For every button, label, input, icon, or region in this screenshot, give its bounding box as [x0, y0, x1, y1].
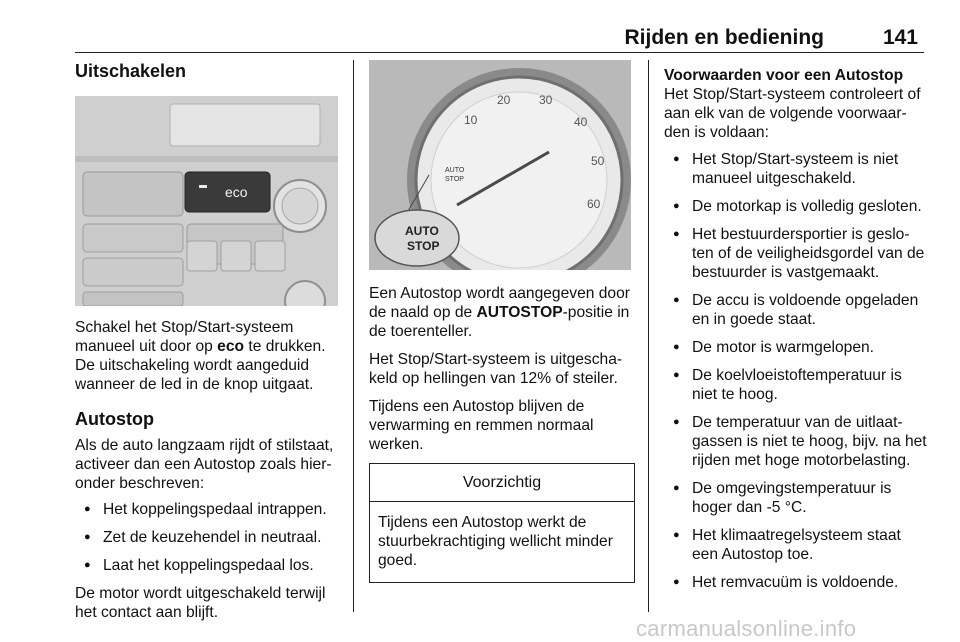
warning-body: Tijdens een Autostop werkt de stuurbekrachtiging wellicht minder goed. — [378, 514, 613, 569]
svg-text:AUTO: AUTO — [445, 167, 465, 174]
tick-label: 20 — [497, 93, 511, 107]
eco-label: eco — [225, 184, 248, 200]
paragraph-autostop-indicator: Een Autostop wordt aangegeven door de naald op de AUTOSTOP-positie in de toerenteller. — [369, 285, 630, 340]
column-middle — [369, 60, 635, 583]
paragraph-autostop: Als de auto langzaam rijdt of stilstaat, activeer dan een Autostop zoals hier-onder beschreven: — [75, 437, 334, 492]
svg-text:STOP: STOP — [445, 176, 464, 183]
list-item: ● Het bestuurdersportier is geslo-ten of de veiligheidsgordel van de bestuurder is vastgemaakt. — [664, 225, 928, 282]
tick-label: 30 — [539, 93, 553, 107]
heading-uitschakelen: Uitschakelen — [75, 61, 187, 81]
list-item: ● De accu is voldoende opgeladen en in goede staat. — [664, 291, 928, 329]
list-item: ● Het Stop/Start-systeem is niet manueel uitgeschakeld. — [664, 150, 928, 188]
list-item: ● Het koppelingspedaal intrappen. — [75, 500, 340, 519]
tick-label: 60 — [587, 197, 601, 211]
list-item: ● De koelvloeistoftemperatuur is niet te hoog. — [664, 366, 928, 404]
tachometer-photo — [369, 60, 631, 270]
paragraph-voorwaarden-intro: Het Stop/Start-systeem controleert of aan elk van de volgende voorwaar-den is voldaan: — [664, 86, 921, 141]
column-right — [664, 60, 928, 601]
tick-label: 40 — [574, 115, 588, 129]
paragraph-verwarming: Tijdens een Autostop blijven de verwarming en remmen normaal werken. — [369, 398, 594, 453]
paragraph-helling: Het Stop/Start-systeem is uitgescha-keld op hellingen van 12% of steiler. — [369, 351, 623, 387]
list-item: ● Laat het koppelingspedaal los. — [75, 556, 340, 575]
column-left — [75, 60, 340, 631]
page-header — [75, 22, 924, 53]
list-item: ● De motor is warmgelopen. — [664, 338, 928, 357]
autostop-callout-line2: STOP — [407, 239, 440, 253]
list-item: ● Het klimaatregelsysteem staat een Autostop toe. — [664, 526, 928, 564]
autostop-callout-line1: AUTO — [405, 224, 439, 238]
warning-box — [369, 463, 635, 583]
paragraph-motor-uit: De motor wordt uitgeschakeld terwijl het contact aan blijft. — [75, 585, 326, 621]
paragraph-uitschakelen: Schakel het Stop/Start-systeem manueel uit door op eco te drukken. De uitschakeling wordt aangeduid wanneer de led in de knop uitgaat. — [75, 319, 326, 393]
page-number: 141 — [882, 26, 918, 49]
list-item: ● Zet de keuzehendel in neutraal. — [75, 528, 340, 547]
eco-button-photo — [75, 96, 338, 306]
heading-voorwaarden: Voorwaarden voor een Autostop — [664, 67, 904, 84]
column-divider-2 — [648, 60, 649, 612]
tick-label: 10 — [464, 113, 478, 127]
autostop-steps-list — [75, 500, 340, 575]
warning-title: Voorzichtig — [370, 464, 634, 502]
list-item: ● Het remvacuüm is voldoende. — [664, 573, 928, 592]
conditions-list — [664, 150, 928, 592]
section-title: Rijden en bediening — [624, 26, 824, 49]
watermark: carmanualsonline.info — [636, 616, 857, 641]
list-item: ● De omgevingstemperatuur is hoger dan -5 °C. — [664, 479, 928, 517]
column-divider-1 — [353, 60, 354, 612]
heading-autostop: Autostop — [75, 409, 154, 429]
tick-label: 50 — [591, 154, 605, 168]
list-item: ● De motorkap is volledig gesloten. — [664, 197, 928, 216]
list-item: ● De temperatuur van de uitlaat-gassen is niet te hoog, bijv. na het rijden met hoge motorbelasting. — [664, 413, 928, 470]
